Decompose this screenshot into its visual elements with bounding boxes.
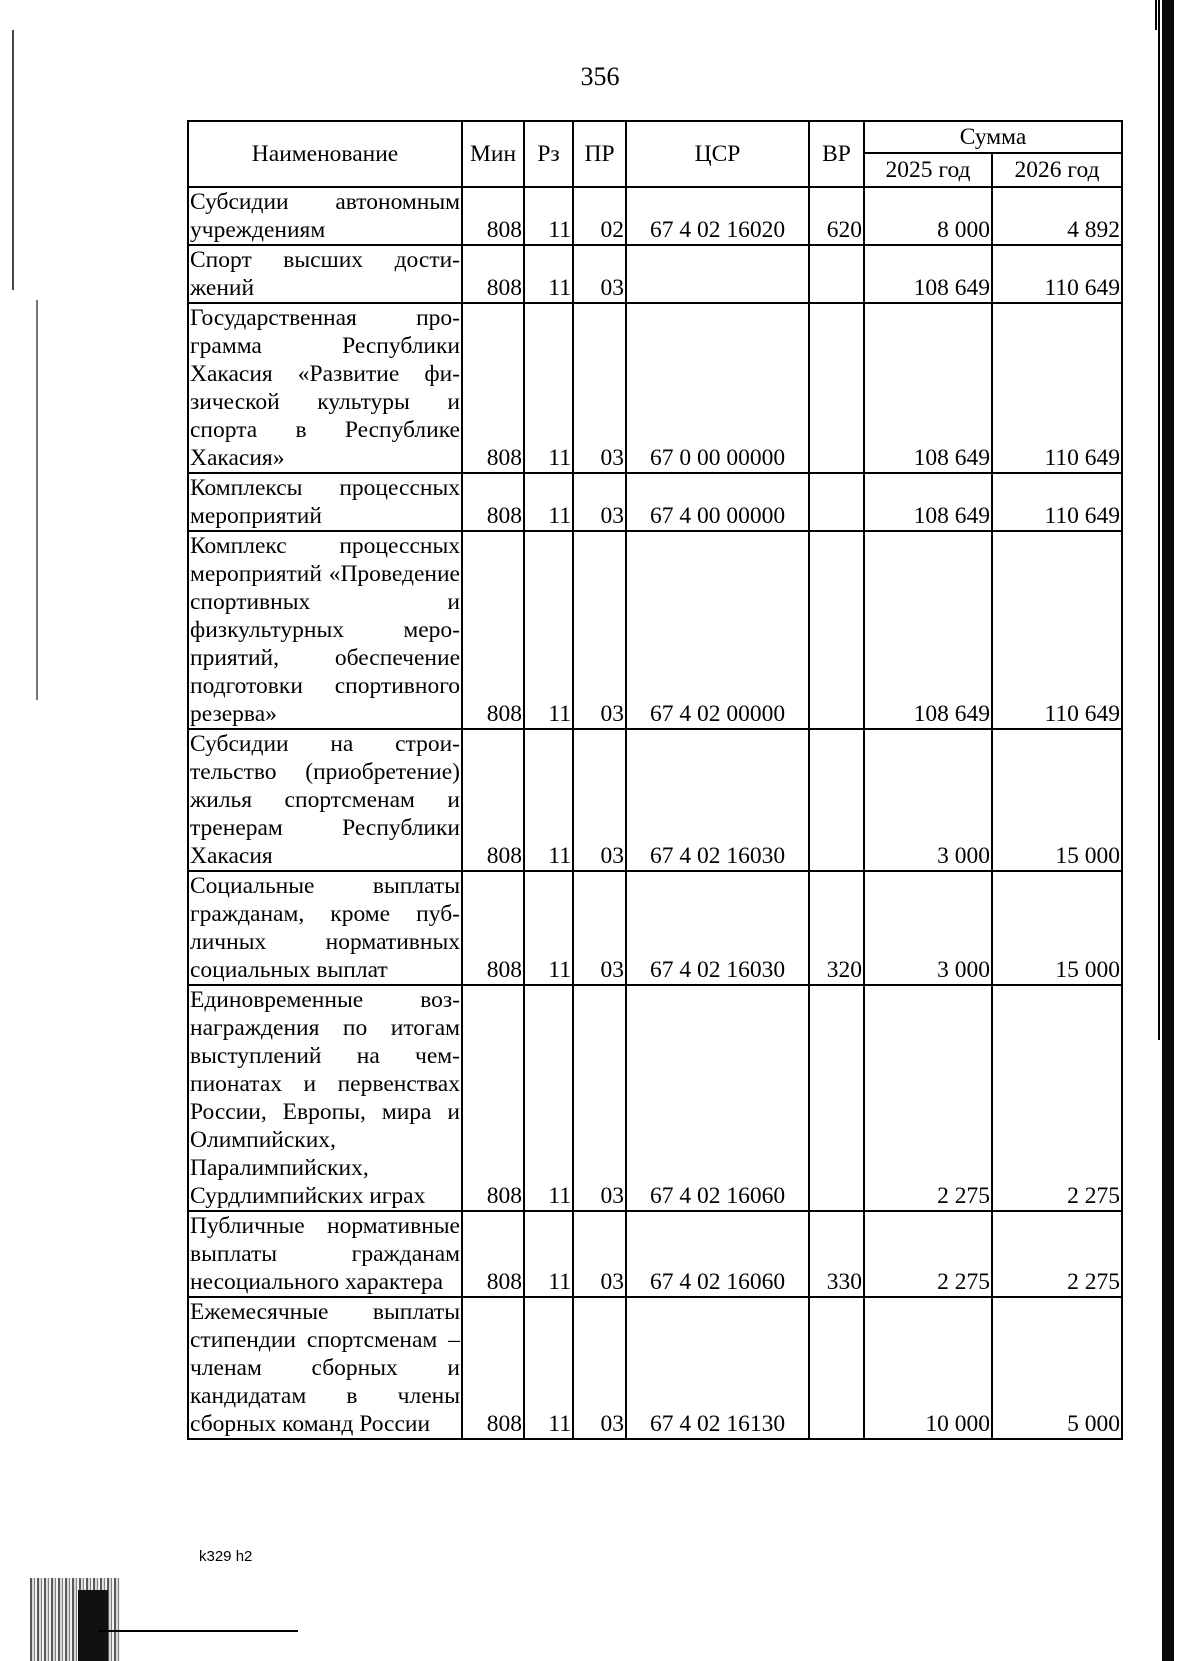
- cell-sum-2026: 15 000: [992, 871, 1122, 985]
- header-csr: ЦСР: [626, 121, 809, 187]
- cell-pr: 03: [573, 1297, 626, 1439]
- cell-pr: 03: [573, 303, 626, 473]
- cell-min: 808: [462, 1297, 524, 1439]
- table-row: [188, 531, 1122, 729]
- cell-sum-2026: 2 275: [992, 1211, 1122, 1297]
- scan-edge-right: [1162, 0, 1174, 1661]
- header-vr: ВР: [809, 121, 864, 187]
- cell-name: Социальные выплаты гражданам, кроме публичных нормативных социальных выплат: [190, 873, 460, 983]
- scan-edge-line-top: [1155, 0, 1157, 30]
- cell-sum-2025: 108 649: [864, 245, 992, 303]
- cell-name: Публичные нормативные выплаты гражданам несоциального характера: [190, 1213, 460, 1295]
- cell-csr: 67 4 02 16030: [626, 729, 809, 871]
- cell-csr: 67 4 02 16020: [626, 187, 809, 245]
- cell-csr: [626, 245, 809, 303]
- header-sum: Сумма: [864, 121, 1122, 153]
- page-number: 356: [580, 62, 620, 91]
- cell-min: 808: [462, 473, 524, 531]
- cell-rz: 11: [524, 303, 573, 473]
- cell-rz: 11: [524, 985, 573, 1211]
- cell-vr: 330: [809, 1211, 864, 1297]
- cell-vr: [809, 1297, 864, 1439]
- budget-table: [187, 120, 1123, 1440]
- cell-name: Единовременные вознаграждения по итогам выступлений на чемпионатах и первенствах России, Европы, мира и Олимпийских, Паралимпийских, Сурдлимпийских играх: [190, 987, 460, 1209]
- cell-sum-2025: 2 275: [864, 1211, 992, 1297]
- table-row: [188, 187, 1122, 245]
- cell-sum-2025: 3 000: [864, 729, 992, 871]
- table-row: [188, 871, 1122, 985]
- table-row: [188, 985, 1122, 1211]
- cell-vr: [809, 985, 864, 1211]
- cell-name: Комплекс процессных мероприятий «Проведение спортивных и физкультурных мероприятий, обеспечение подготовки спортивного резерва»: [190, 533, 460, 727]
- cell-sum-2026: 110 649: [992, 303, 1122, 473]
- cell-csr: 67 4 02 16060: [626, 1211, 809, 1297]
- cell-name: Спорт высших достижений: [190, 247, 460, 301]
- cell-pr: 03: [573, 473, 626, 531]
- table-row: [188, 1211, 1122, 1297]
- cell-name: Государственная программа Республики Хакасия «Развитие физической культуры и спорта в Республике Хакасия»: [190, 305, 460, 471]
- header-name: Наименование: [188, 121, 462, 187]
- cell-rz: 11: [524, 473, 573, 531]
- cell-sum-2025: 108 649: [864, 473, 992, 531]
- table-row: [188, 473, 1122, 531]
- cell-pr: 02: [573, 187, 626, 245]
- cell-vr: [809, 473, 864, 531]
- cell-csr: 67 4 02 16060: [626, 985, 809, 1211]
- cell-min: 808: [462, 303, 524, 473]
- header-pr: ПР: [573, 121, 626, 187]
- cell-vr: [809, 303, 864, 473]
- cell-sum-2026: 5 000: [992, 1297, 1122, 1439]
- cell-pr: 03: [573, 985, 626, 1211]
- table-row: [188, 245, 1122, 303]
- cell-min: 808: [462, 187, 524, 245]
- cell-name: Субсидии на строительство (приобретение) жилья спортсменам и тренерам Республики Хакасия: [190, 731, 460, 869]
- cell-sum-2025: 10 000: [864, 1297, 992, 1439]
- scan-edge-left: [12, 30, 14, 290]
- cell-vr: [809, 531, 864, 729]
- cell-sum-2025: 108 649: [864, 303, 992, 473]
- scan-bottom-line: [98, 1630, 298, 1632]
- header-rz: Рз: [524, 121, 573, 187]
- cell-sum-2026: 110 649: [992, 473, 1122, 531]
- cell-csr: 67 4 02 16030: [626, 871, 809, 985]
- cell-pr: 03: [573, 871, 626, 985]
- cell-sum-2026: 15 000: [992, 729, 1122, 871]
- cell-min: 808: [462, 1211, 524, 1297]
- cell-sum-2025: 3 000: [864, 871, 992, 985]
- cell-name: Субсидии автономным учреждениям: [190, 189, 460, 243]
- header-min: Мин: [462, 121, 524, 187]
- scan-edge-line: [1158, 0, 1160, 1040]
- cell-vr: [809, 245, 864, 303]
- cell-csr: 67 4 02 00000: [626, 531, 809, 729]
- cell-sum-2026: 110 649: [992, 245, 1122, 303]
- scan-edge-left-dots: [36, 300, 38, 700]
- cell-csr: 67 4 02 16130: [626, 1297, 809, 1439]
- cell-vr: 620: [809, 187, 864, 245]
- cell-sum-2025: 8 000: [864, 187, 992, 245]
- cell-min: 808: [462, 531, 524, 729]
- cell-sum-2026: 2 275: [992, 985, 1122, 1211]
- cell-sum-2026: 4 892: [992, 187, 1122, 245]
- cell-pr: 03: [573, 245, 626, 303]
- cell-min: 808: [462, 245, 524, 303]
- cell-sum-2026: 110 649: [992, 531, 1122, 729]
- table-row: [188, 729, 1122, 871]
- cell-rz: 11: [524, 245, 573, 303]
- footer-code: k329 h2: [199, 1548, 253, 1565]
- table-row: [188, 303, 1122, 473]
- cell-name: Комплексы процессных мероприятий: [190, 475, 460, 529]
- cell-rz: 11: [524, 1297, 573, 1439]
- cell-sum-2025: 2 275: [864, 985, 992, 1211]
- cell-pr: 03: [573, 729, 626, 871]
- cell-sum-2025: 108 649: [864, 531, 992, 729]
- table-row: [188, 1297, 1122, 1439]
- cell-pr: 03: [573, 1211, 626, 1297]
- cell-vr: 320: [809, 871, 864, 985]
- cell-min: 808: [462, 985, 524, 1211]
- cell-rz: 11: [524, 531, 573, 729]
- cell-vr: [809, 729, 864, 871]
- header-year-2026: 2026 год: [992, 153, 1122, 187]
- cell-csr: 67 4 00 00000: [626, 473, 809, 531]
- cell-min: 808: [462, 871, 524, 985]
- cell-rz: 11: [524, 1211, 573, 1297]
- cell-rz: 11: [524, 729, 573, 871]
- scan-corner-smudge-dark: [78, 1590, 108, 1661]
- cell-name: Ежемесячные выплаты стипендии спортсменам – членам сборных и кандидатам в члены сборных команд России: [190, 1299, 460, 1437]
- cell-csr: 67 0 00 00000: [626, 303, 809, 473]
- cell-pr: 03: [573, 531, 626, 729]
- cell-min: 808: [462, 729, 524, 871]
- cell-rz: 11: [524, 187, 573, 245]
- cell-rz: 11: [524, 871, 573, 985]
- table-body: [188, 187, 1122, 1439]
- header-year-2025: 2025 год: [864, 153, 992, 187]
- header-row: [188, 121, 1122, 153]
